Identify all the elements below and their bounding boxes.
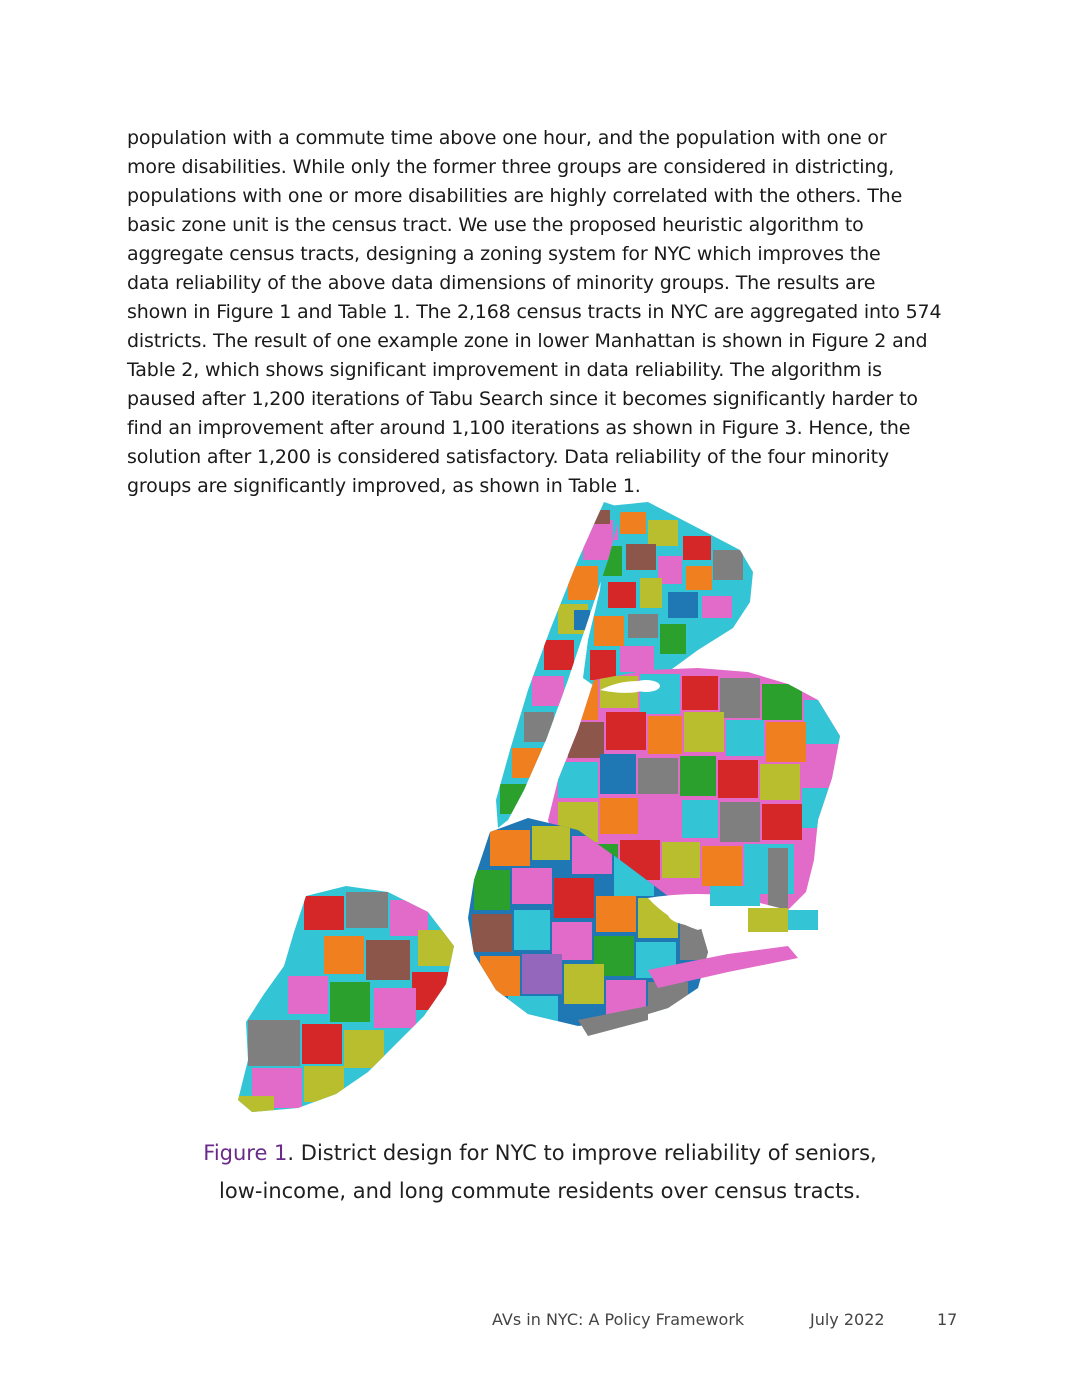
nyc-district-map (228, 500, 860, 1118)
body-line: shown in Figure 1 and Table 1. The 2,168 census tracts in NYC are aggregated into 574 (127, 301, 942, 323)
figure-caption-line-1 (180, 1134, 900, 1172)
body-line: Table 2, which shows significant improvement in data reliability. The algorithm is (127, 359, 882, 381)
body-line: basic zone unit is the census tract. We use the proposed heuristic algorithm to (127, 214, 864, 236)
body-line: population with a commute time above one hour, and the population with one or (127, 127, 887, 149)
page-number: 17 (937, 1310, 958, 1329)
footer-date: July 2022 (810, 1310, 885, 1329)
statenisland-tracts (228, 880, 468, 1118)
figure-label: Figure 1 (203, 1141, 288, 1165)
body-line: solution after 1,200 is considered satisfactory. Data reliability of the four minority (127, 446, 890, 468)
body-line: find an improvement after around 1,100 iterations as shown in Figure 3. Hence, the (127, 417, 911, 439)
body-line: data reliability of the above data dimensions of minority groups. The results are (127, 272, 876, 294)
figure-caption-text-1: . District design for NYC to improve reliability of seniors, (287, 1141, 877, 1165)
body-line: aggregate census tracts, designing a zoning system for NYC which improves the (127, 243, 881, 265)
body-line: more disabilities. While only the former three groups are considered in districting, (127, 156, 895, 178)
body-line: districts. The result of one example zone in lower Manhattan is shown in Figure 2 and (127, 330, 928, 352)
body-paragraph (127, 124, 957, 501)
footer-title: AVs in NYC: A Policy Framework (492, 1310, 745, 1329)
figure-caption-line-2: low-income, and long commute residents over census tracts. (219, 1179, 861, 1203)
body-line: populations with one or more disabilities are highly correlated with the others. The (127, 185, 903, 207)
body-line: paused after 1,200 iterations of Tabu Search since it becomes significantly harder to (127, 388, 918, 410)
figure-caption (180, 1134, 900, 1210)
body-line: groups are significantly improved, as shown in Table 1. (127, 475, 641, 497)
